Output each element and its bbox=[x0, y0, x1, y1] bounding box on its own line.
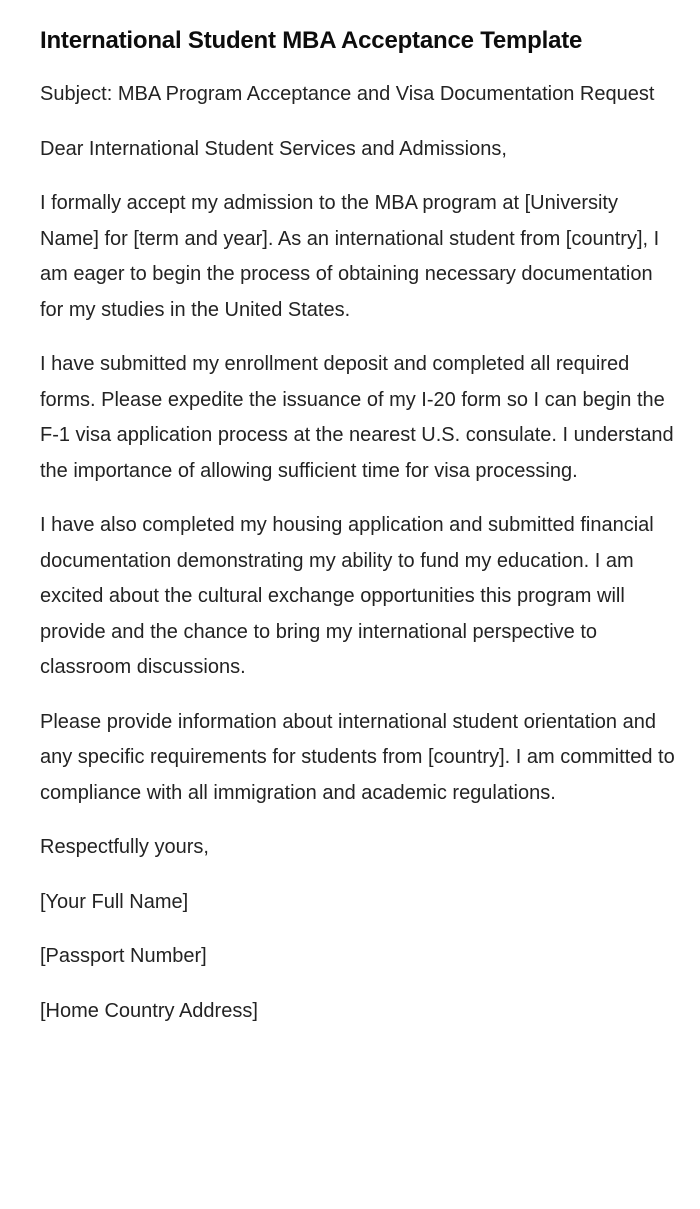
signature-passport-placeholder: [Passport Number] bbox=[40, 945, 207, 967]
page-title: International Student MBA Acceptance Template bbox=[40, 27, 583, 54]
subject-line: Subject: MBA Program Acceptance and Visa Documentation Request bbox=[40, 83, 655, 105]
body-paragraph-3: I have also completed my housing application and submitted financial documentation demonstrating my ability to fund my education. I am excited about the cultural exchange opportunities this program will provide and the chance to bring my international perspective to classroom discussions. bbox=[40, 514, 654, 678]
body-paragraph-1: I formally accept my admission to the MBA program at [University Name] for [term and year]. As an international student from [country], I am eager to begin the process of obtaining necessary documentation for my studies in the United States. bbox=[40, 192, 660, 321]
body-paragraph-4: Please provide information about international student orientation and any specific requirements for students from [country]. I am committed to compliance with all immigration and academic regulations. bbox=[40, 710, 675, 804]
signature-name-placeholder: [Your Full Name] bbox=[40, 890, 189, 913]
salutation: Dear International Student Services and Admissions, bbox=[40, 137, 507, 160]
signature-address-placeholder: [Home Country Address] bbox=[40, 999, 258, 1022]
closing-line: Respectfully yours, bbox=[40, 836, 209, 858]
body-paragraph-2: I have submitted my enrollment deposit and completed all required forms. Please expedite the issuance of my I-20 form so I can begin the F-1 visa application process at the nearest U.S. consulate. I understand the importance of allowing sufficient time for visa processing. bbox=[40, 353, 674, 482]
